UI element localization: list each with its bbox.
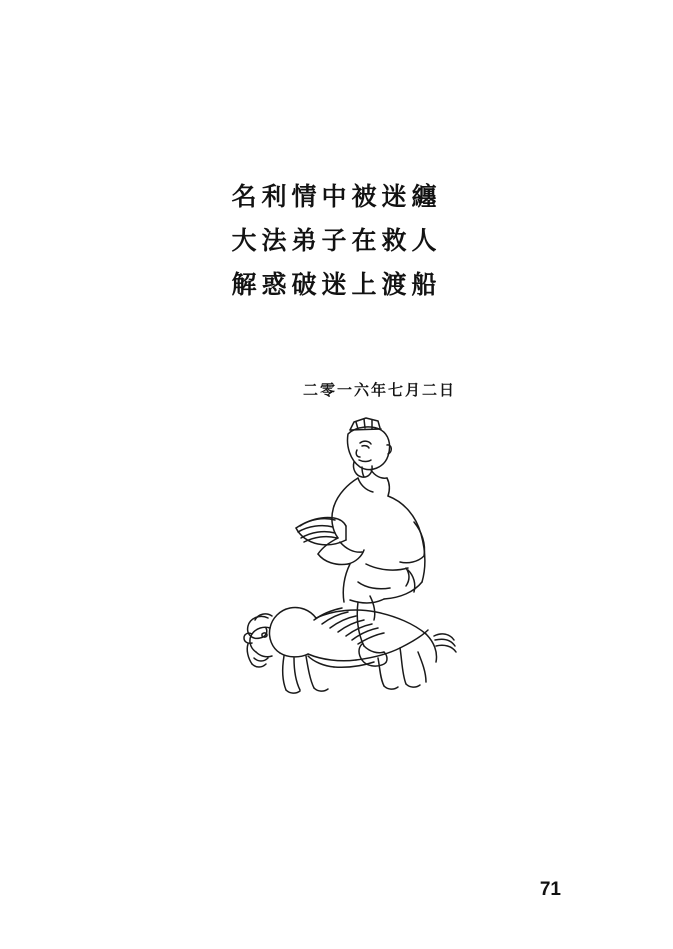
scholar-riding-ram-ink-drawing [238,412,498,712]
page-number: 71 [539,879,561,900]
poem-line-3: 解惑破迷上渡船 [231,270,442,299]
poem-date [0,379,673,400]
poem-date-text: 二零一六年七月二日 [302,381,456,399]
poem-line-1: 名利情中被迷纏 [231,182,442,211]
poem-block [0,175,673,307]
poem-line-2: 大法弟子在救人 [231,226,442,255]
